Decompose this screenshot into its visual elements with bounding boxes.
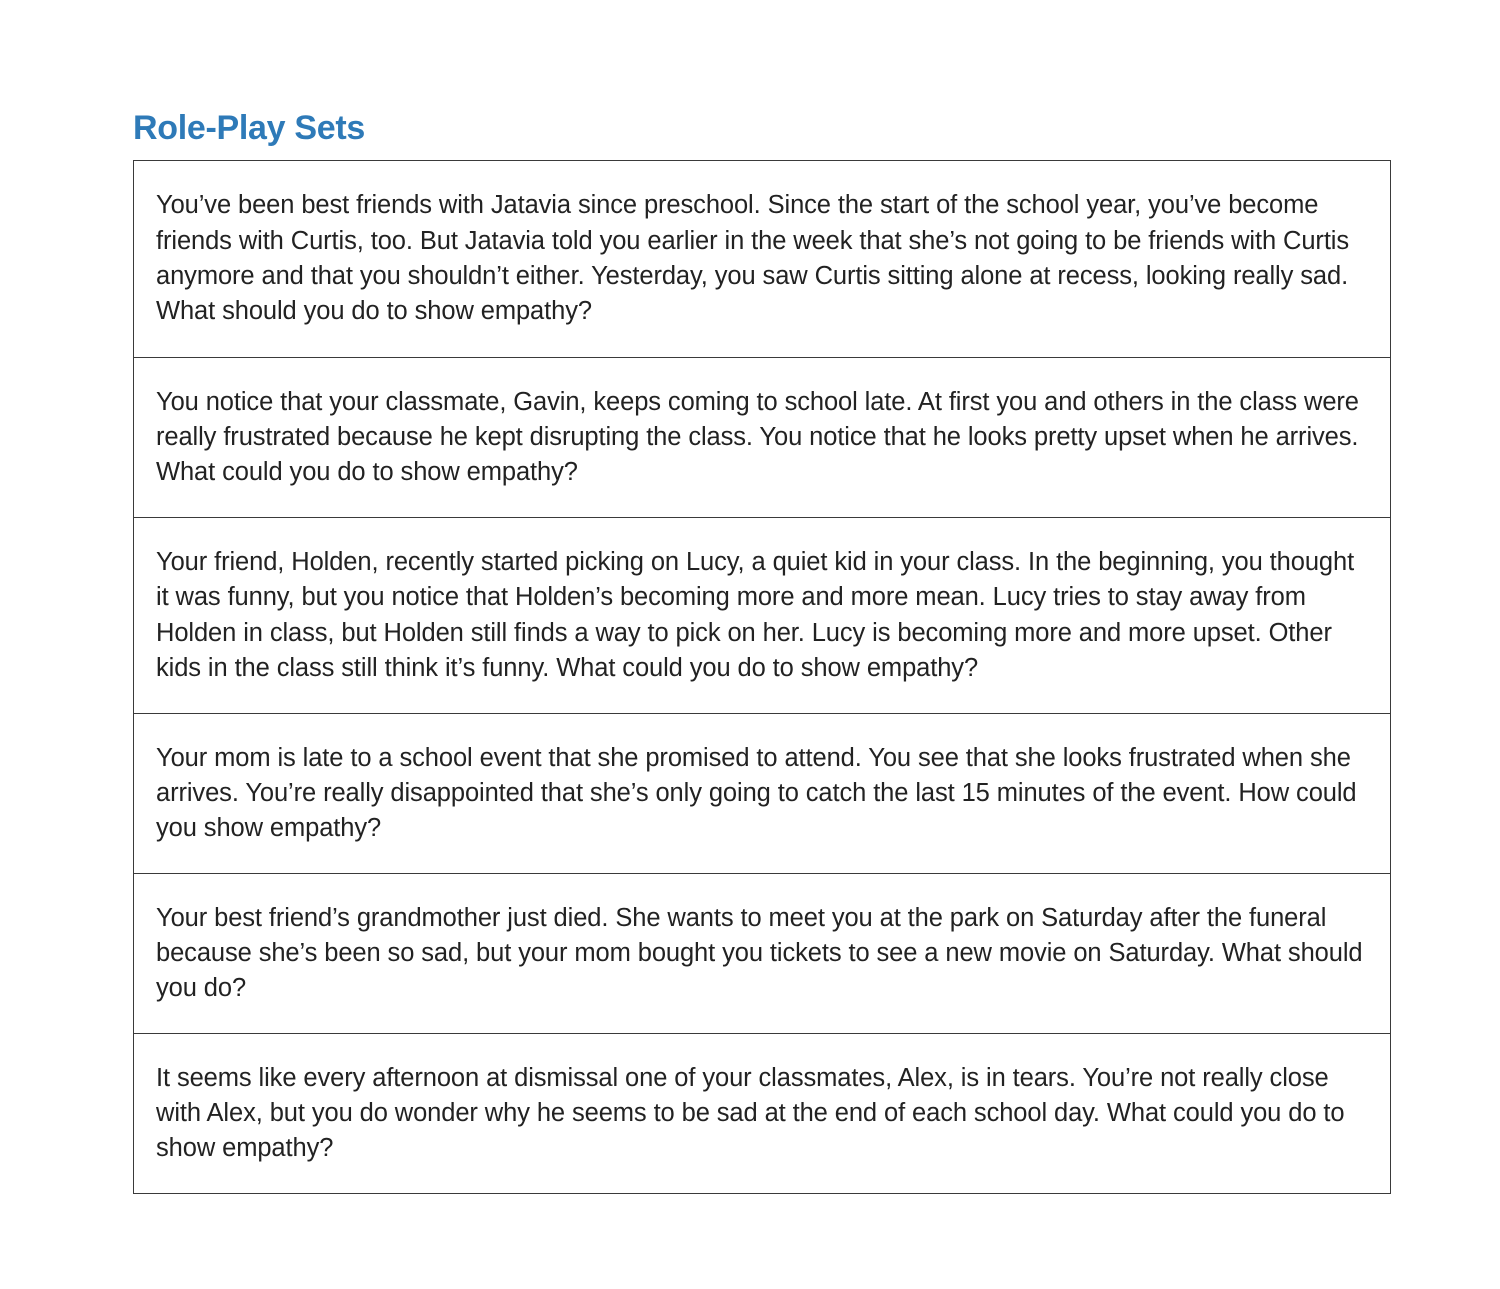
role-play-scenario-text: Your best friend’s grandmother just died. She wants to meet you at the park on Saturday after the funeral because she’s been so sad, but your mom bought you tickets to see a new movie on Saturday. What should you do? bbox=[156, 903, 1363, 1003]
role-play-set-row bbox=[134, 357, 1390, 517]
role-play-set-row bbox=[134, 873, 1390, 1033]
role-play-sets-table bbox=[133, 160, 1391, 1194]
role-play-set-row bbox=[134, 1033, 1390, 1193]
role-play-scenario-text: It seems like every afternoon at dismissal one of your classmates, Alex, is in tears. You’re not really close with Alex, but you do wonder why he seems to be sad at the end of each school day. What could you do to show empathy? bbox=[156, 1063, 1345, 1163]
role-play-set-row bbox=[134, 161, 1390, 357]
page-title: Role-Play Sets bbox=[133, 109, 366, 147]
role-play-scenario-text: Your mom is late to a school event that she promised to attend. You see that she looks frustrated when she arrives. You’re really disappointed that she’s only going to catch the last 15 minutes of the event. How could you show empathy? bbox=[156, 743, 1357, 843]
role-play-scenario-text: You’ve been best friends with Jatavia since preschool. Since the start of the school year, you’ve become friends with Curtis, too. But Jatavia told you earlier in the week that she’s not going to be friends with Curtis anymore and that you shouldn’t either. Yesterday, you saw Curtis sitting alone at recess, looking really sad. What should you do to show empathy? bbox=[156, 191, 1350, 326]
role-play-set-row bbox=[134, 713, 1390, 873]
role-play-scenario-text: Your friend, Holden, recently started picking on Lucy, a quiet kid in your class. In the beginning, you thought it was funny, but you notice that Holden’s becoming more and more mean. Lucy tries to stay away from Holden in class, but Holden still finds a way to pick on her. Lucy is becoming more and more upset. Other kids in the class still think it’s funny. What could you do to show empathy? bbox=[156, 547, 1355, 682]
role-play-set-row bbox=[134, 517, 1390, 713]
role-play-scenario-text: You notice that your classmate, Gavin, keeps coming to school late. At first you and others in the class were really frustrated because he kept disrupting the class. You notice that he looks pretty upset when he arrives. What could you do to show empathy? bbox=[156, 387, 1359, 487]
